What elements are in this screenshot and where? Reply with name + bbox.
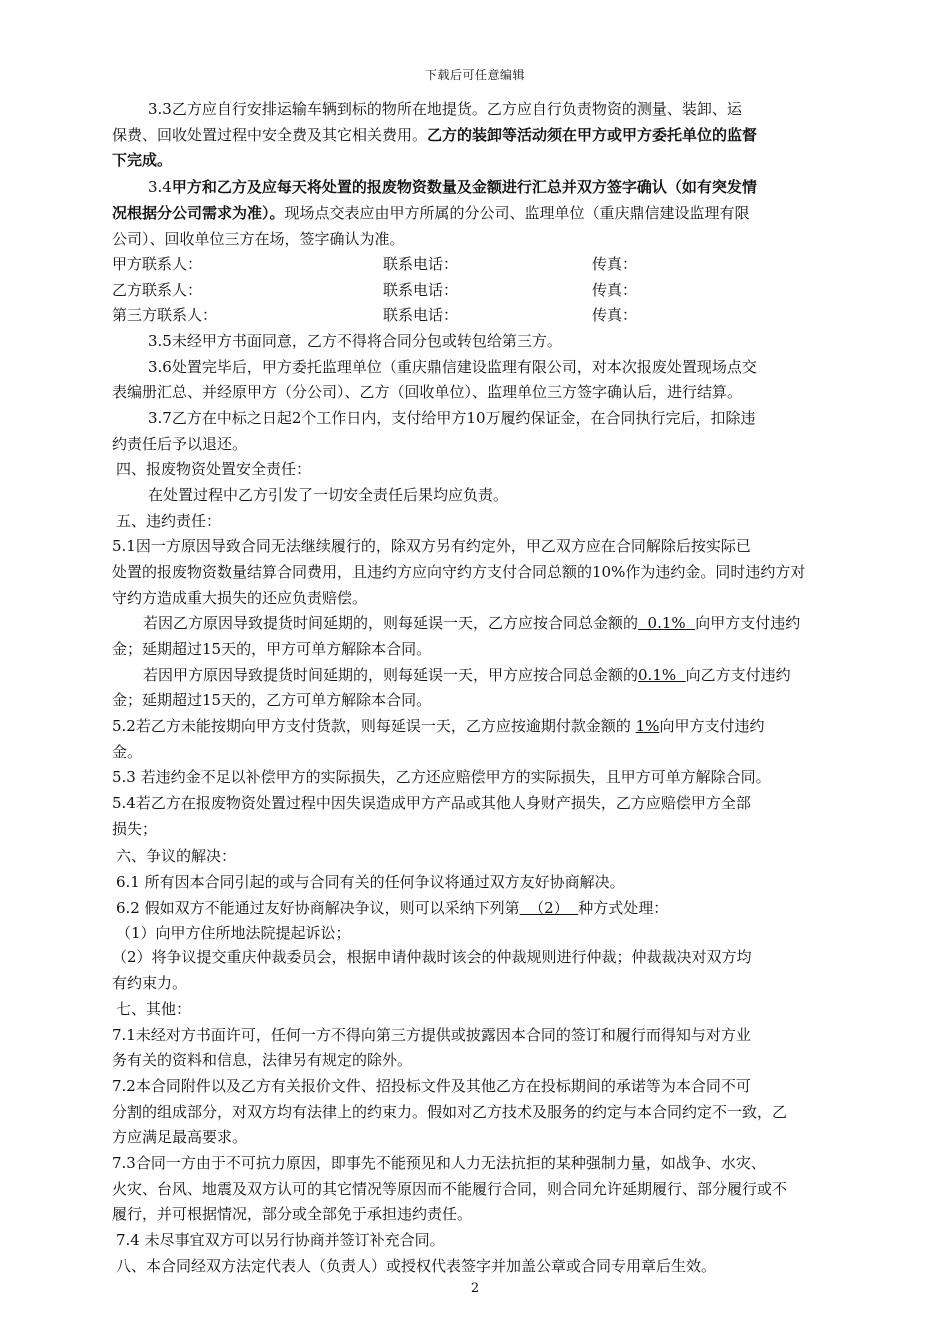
party-b-delay-line1 — [143, 613, 800, 633]
party-b-delay-rate: 0.1% — [638, 614, 696, 632]
party-a-fax-label: 传真： — [592, 255, 638, 273]
clause-5-4-line2: 损失； — [112, 820, 158, 838]
clause-3-5: 3.5未经甲方书面同意，乙方不得将合同分包或转包给第三方。 — [148, 332, 562, 350]
third-party-contact-label: 第三方联系人： — [112, 306, 218, 324]
clause-6-2-text-end: 种方式处理： — [578, 899, 669, 917]
clause-7-2-line2: 分割的组成部分，对双方均有法律上的约束力。假如对乙方技术及服务的约定与本合同约定不一致，乙 — [112, 1103, 788, 1121]
clause-3-4-text: 现场点交表应由甲方所属的分公司、监理单位（重庆鼎信建设监理有限 — [284, 204, 750, 222]
clause-3-4-line2 — [112, 203, 750, 223]
party-b-delay-text: 若因乙方原因导致提货时间延期的，则每延误一天，乙方应按合同总金额的 — [143, 614, 639, 632]
clause-3-3-line3: 下完成。 — [112, 151, 173, 169]
party-a-delay-line2: 金；延期超过15天的，乙方可单方解除本合同。 — [112, 691, 432, 709]
clause-7-2-line3: 方应满足最高要求。 — [112, 1128, 248, 1146]
clause-5-1-line2: 处置的报废物资数量结算合同费用，且违约方应向守约方支付合同总额的10%作为违约金。同时违约方对 — [112, 563, 806, 581]
clause-3-7-line1: 3.7乙方在中标之日起2个工作日内，支付给甲方10万履约保证金，在合同执行完后，扣除违 — [148, 409, 756, 427]
option-2-line2: 有约束力。 — [112, 974, 188, 992]
page-header: 下载后可任意编辑 — [424, 68, 525, 82]
section-4-title: 四、报废物资处置安全责任： — [116, 460, 312, 478]
party-a-delay-line1 — [143, 665, 791, 685]
clause-7-3-line3: 履行，并可根据情况，部分或全部免于承担违约责任。 — [112, 1205, 473, 1223]
clause-7-1-line1: 7.1未经对方书面许可，任何一方不得向第三方提供或披露因本合同的签订和履行而得知与对方业 — [112, 1026, 751, 1044]
party-a-contact-label: 甲方联系人： — [112, 255, 203, 273]
clause-5-1-line1: 5.1因一方原因导致合同无法继续履行的，除双方另有约定外，甲乙双方应在合同解除后按实际已 — [112, 537, 751, 555]
clause-5-2-text-end: 向甲方支付违约 — [659, 717, 765, 735]
clause-5-2-text: 5.2若乙方未能按期向甲方支付货款，则每延误一天，乙方应按逾期付款金额的 — [112, 717, 636, 735]
third-party-phone-label: 联系电话： — [383, 306, 459, 324]
option-1: （1）向甲方住所地法院提起诉讼； — [116, 924, 351, 942]
clause-5-1-line3: 守约方造成重大损失的还应负责赔偿。 — [112, 589, 368, 607]
clause-6-2 — [116, 898, 668, 918]
clause-3-4-line1 — [148, 177, 757, 197]
clause-3-3-line1: 3.3乙方应自行安排运输车辆到标的物所在地提货。乙方应自行负责物资的测量、装卸、运 — [148, 100, 742, 118]
clause-7-4: 7.4 未尽事宜双方可以另行协商并签订补充合同。 — [116, 1231, 445, 1249]
third-party-fax-label: 传真： — [592, 306, 638, 324]
clause-3-4-bold1: 甲方和乙方及应每天将处置的报废物资数量及金额进行汇总并双方签字确认（如有突发情 — [171, 178, 757, 196]
option-2-line1: （2）将争议提交重庆仲裁委员会，根据申请仲裁时该会的仲裁规则进行仲裁；仲裁裁决对双方均 — [112, 948, 752, 966]
clause-5-2-line2: 金。 — [112, 743, 143, 761]
clause-3-3-text: 保费、回收处置过程中安全费及其它相关费用。 — [112, 126, 428, 144]
section-4-body: 在处置过程中乙方引发了一切安全责任后果均应负责。 — [148, 486, 509, 504]
clause-5-4-line1: 5.4若乙方在报废物资处置过程中因失误造成甲方产品或其他人身财产损失，乙方应赔偿甲方全部 — [112, 794, 751, 812]
party-b-contact-label: 乙方联系人： — [112, 281, 203, 299]
clause-6-2-choice: （2） — [519, 899, 579, 917]
clause-3-3-line2 — [112, 125, 757, 145]
party-b-phone-label: 联系电话： — [383, 281, 459, 299]
section-6-title: 六、争议的解决： — [116, 847, 237, 865]
page-number: 2 — [470, 1281, 480, 1296]
clause-3-3-bold: 乙方的装卸等活动须在甲方或甲方委托单位的监督 — [427, 126, 758, 144]
party-a-delay-text-end: 向乙方支付违约 — [685, 666, 791, 684]
clause-3-4-line3: 公司）、回收单位三方在场，签字确认为准。 — [112, 230, 405, 248]
section-5-title: 五、违约责任： — [116, 512, 222, 530]
clause-6-1: 6.1 所有因本合同引起的或与合同有关的任何争议将通过双方友好协商解决。 — [116, 873, 625, 891]
party-a-phone-label: 联系电话： — [383, 255, 459, 273]
party-b-delay-text-end: 向甲方支付违约 — [695, 614, 801, 632]
clause-7-3-line1: 7.3合同一方由于不可抗力原因，即事先不能预见和人力无法抗拒的某种强制力量，如战争、水灾、 — [112, 1154, 766, 1172]
clause-3-7-line2: 约责任后予以退还。 — [112, 435, 248, 453]
section-7-title: 七、其他： — [116, 1000, 192, 1018]
clause-3-4-number: 3.4 — [148, 178, 172, 196]
section-8: 八、本合同经双方法定代表人（负责人）或授权代表签字并加盖公章或合同专用章后生效。 — [116, 1257, 717, 1275]
clause-5-2-line1 — [112, 716, 764, 736]
clause-7-3-line2: 火灾、台风、地震及双方认可的其它情况等原因而不能履行合同，则合同允许延期履行、部分履行或不 — [112, 1180, 788, 1198]
party-a-delay-rate: 0.1% — [638, 666, 686, 684]
party-b-fax-label: 传真： — [592, 281, 638, 299]
clause-5-2-rate: 1% — [635, 717, 660, 735]
clause-5-3: 5.3 若违约金不足以补偿甲方的实际损失，乙方还应赔偿甲方的实际损失，且甲方可单方解除合同。 — [112, 768, 771, 786]
party-b-delay-line2: 金；延期超过15天的，甲方可单方解除本合同。 — [112, 640, 432, 658]
clause-3-6-line1: 3.6处置完毕后，甲方委托监理单位（重庆鼎信建设监理有限公司，对本次报废处置现场点交 — [148, 358, 757, 376]
clause-3-4-bold2: 况根据分公司需求为准）。 — [112, 204, 285, 222]
party-a-delay-text: 若因甲方原因导致提货时间延期的，则每延误一天，甲方应按合同总金额的 — [143, 666, 639, 684]
clause-7-1-line2: 务有关的资料和信息，法律另有规定的除外。 — [112, 1051, 413, 1069]
clause-3-6-line2: 表编册汇总、并经原甲方（分公司）、乙方（回收单位）、监理单位三方签字确认后，进行结算。 — [112, 383, 743, 401]
clause-6-2-text: 6.2 假如双方不能通过友好协商解决争议，则可以采纳下列第 — [116, 899, 520, 917]
clause-7-2-line1: 7.2本合同附件以及乙方有关报价文件、招投标文件及其他乙方在投标期间的承诺等为本合同不可 — [112, 1077, 751, 1095]
